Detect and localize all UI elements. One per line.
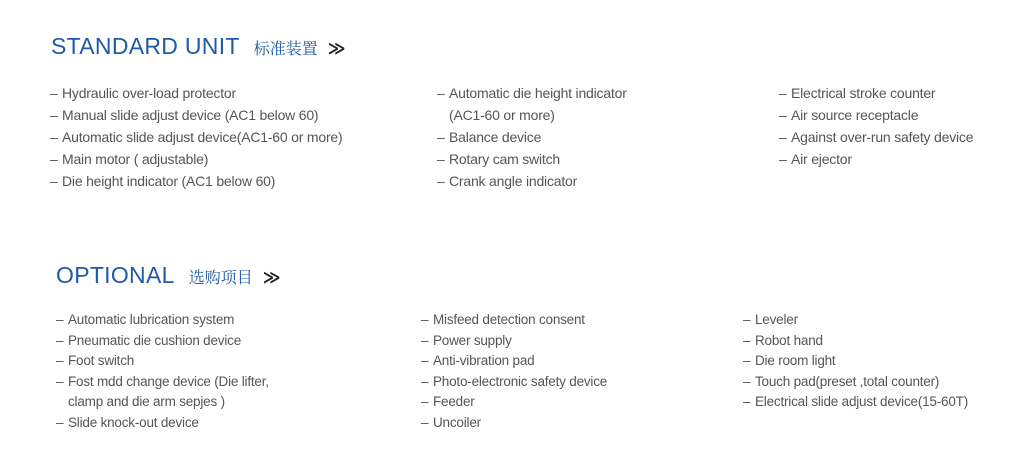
list-item: – Electrical slide adjust device(15-60T) <box>743 394 968 410</box>
list-item: – Pneumatic die cushion device <box>56 332 242 348</box>
list-item: – Rotary cam switch <box>437 151 560 167</box>
list-item: – Automatic slide adjust device(AC1-60 or more) <box>50 129 343 145</box>
list-item: – Touch pad(preset ,total counter) <box>743 373 940 389</box>
list-item: – Die height indicator (AC1 below 60) <box>50 173 276 189</box>
standard-unit-title: STANDARD UNIT <box>51 33 240 59</box>
standard-unit-header <box>51 33 342 60</box>
list-item: – Against over-run safety device <box>779 129 974 145</box>
list-item: – Slide knock-out device <box>56 414 199 430</box>
optional-list-column-2 <box>421 310 607 434</box>
list-item: – Leveler <box>743 312 798 327</box>
standard-list-column-2 <box>437 82 627 192</box>
standard-list-column-3 <box>779 82 973 170</box>
list-item: – Foot switch <box>56 353 135 369</box>
list-item: – Robot hand <box>743 332 823 348</box>
list-item: – Feeder <box>421 394 475 410</box>
list-item: – Uncoiler <box>421 414 481 430</box>
list-item: – Automatic die height indicator <box>437 85 627 101</box>
list-item: – Fost mdd change device (Die lifter, <box>56 373 269 389</box>
list-item: – Balance device <box>437 129 542 145</box>
list-item: – Air ejector <box>779 151 852 167</box>
list-item: – Misfeed detection consent <box>421 312 585 327</box>
list-item: – Air source receptacle <box>779 107 919 123</box>
list-item: – Main motor ( adjustable) <box>50 151 209 167</box>
list-item: – Power supply <box>421 332 512 348</box>
list-item-continuation: clamp and die arm sepjes ) <box>68 394 225 410</box>
list-item: – Manual slide adjust device (AC1 below 60) <box>50 107 319 123</box>
list-item: – Photo-electronic safety device <box>421 373 608 389</box>
standard-list-column-1 <box>50 82 342 192</box>
standard-unit-title-cn: 标准装置 <box>253 41 318 58</box>
list-item: – Crank angle indicator <box>437 173 578 189</box>
list-item-continuation: (AC1-60 or more) <box>449 107 555 123</box>
list-item: – Die room light <box>743 353 836 369</box>
optional-title-cn: 选购项目 <box>188 270 253 287</box>
double-chevron-right-icon: ≫ <box>262 268 277 287</box>
optional-header <box>56 262 277 289</box>
list-item: – Anti-vibration pad <box>421 353 535 369</box>
list-item: – Electrical stroke counter <box>779 85 936 101</box>
optional-list-column-3 <box>743 310 968 413</box>
optional-title: OPTIONAL <box>56 262 175 288</box>
list-item: – Automatic lubrication system <box>56 312 235 327</box>
list-item: – Hydraulic over-load protector <box>50 85 236 101</box>
optional-list-column-1 <box>56 310 269 434</box>
double-chevron-right-icon: ≫ <box>327 39 342 58</box>
